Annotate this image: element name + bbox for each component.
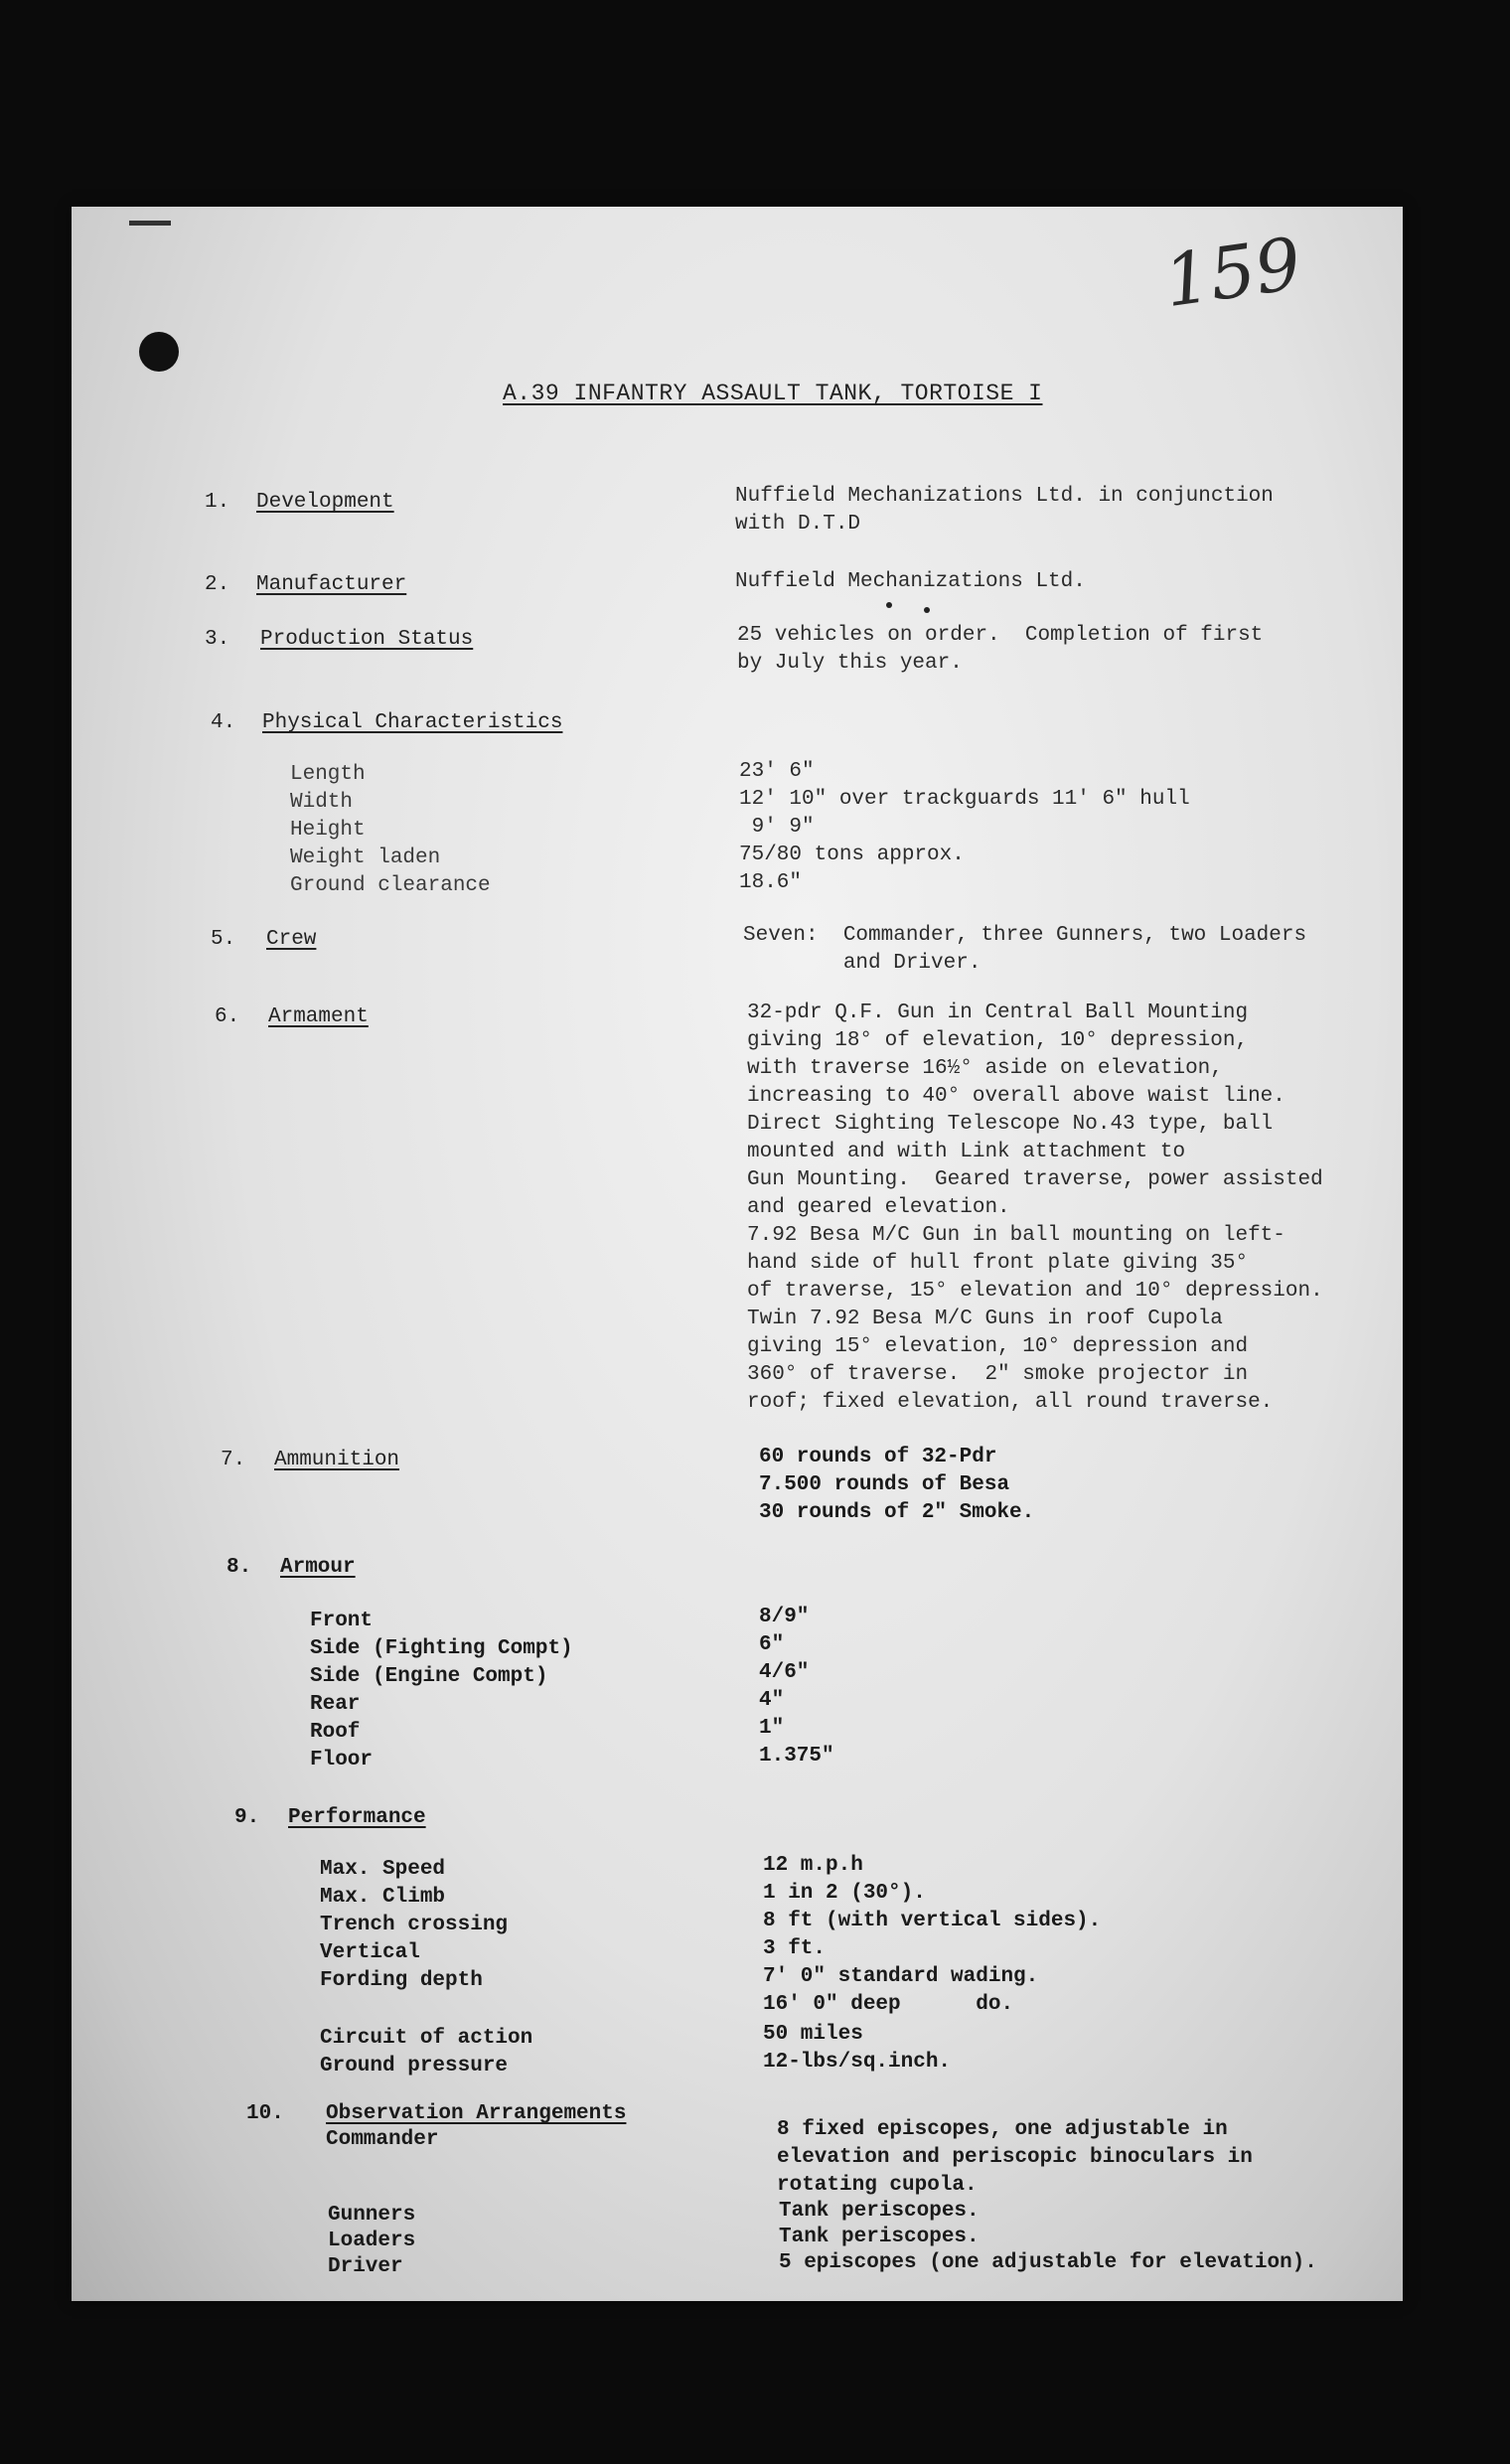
obs-label-gunners: Gunners xyxy=(328,2204,416,2227)
perf-label-ground-pressure: Ground pressure xyxy=(320,2055,509,2078)
section-heading-production: Production Status xyxy=(260,628,474,651)
obs-value-commander: 8 fixed episcopes, one adjustable in elevation and periscopic binoculars in rotating cupola. xyxy=(777,2118,1253,2197)
obs-value-driver: 5 episcopes (one adjustable for elevation). xyxy=(779,2251,1317,2274)
perf-label-max-climb: Max. Climb xyxy=(320,1886,446,1909)
armour-label-front: Front xyxy=(310,1610,374,1632)
armour-value-side-engine: 4/6" xyxy=(759,1661,810,1684)
section-heading-physical: Physical Characteristics xyxy=(262,711,563,734)
section-heading-performance: Performance xyxy=(288,1806,426,1829)
section-number: 1. xyxy=(205,491,230,514)
armour-value-floor: 1.375" xyxy=(759,1745,834,1768)
punch-hole xyxy=(139,332,179,372)
section-number: 3. xyxy=(205,628,230,651)
obs-label-driver: Driver xyxy=(328,2255,403,2278)
section-heading-armament: Armament xyxy=(268,1005,369,1028)
spec-label-length: Length xyxy=(290,763,366,786)
page-number: 159 xyxy=(1158,221,1306,324)
perf-value-fording: 7' 0" standard wading. 16' 0" deep do. xyxy=(763,1965,1039,2016)
armour-value-side-fighting: 6" xyxy=(759,1633,785,1656)
armour-label-floor: Floor xyxy=(310,1749,374,1771)
development-value: Nuffield Mechanizations Ltd. in conjunction with D.T.D xyxy=(735,485,1274,536)
document-page xyxy=(72,207,1403,2301)
armour-label-side-engine: Side (Engine Compt) xyxy=(310,1665,548,1688)
perf-value-vertical: 3 ft. xyxy=(763,1937,827,1960)
section-number: 10. xyxy=(246,2102,284,2125)
spec-label-weight: Weight laden xyxy=(290,847,441,869)
spec-label-height: Height xyxy=(290,819,366,842)
section-number: 2. xyxy=(205,573,230,596)
section-number: 5. xyxy=(211,928,236,951)
spec-label-ground-clearance: Ground clearance xyxy=(290,874,491,897)
ink-speck xyxy=(924,607,930,613)
armour-label-side-fighting: Side (Fighting Compt) xyxy=(310,1637,573,1660)
armament-value: 32-pdr Q.F. Gun in Central Ball Mounting giving 18° of elevation, 10° depression, with traverse 16½° aside on elevation, increasing to 40° overall above waist line. Direct Sighting Telescope No.43 type, ball mounted and with Link attachment to Gun Mounting. Geared traverse, power assisted and geared elevation. 7.92 Besa M/C Gun in ball mounting on left- hand side of hull front plate giving 35° of traverse, 15° elevation and 10° depression. Twin 7.92 Besa M/C Guns in roof Cupola giving 15° elevation, 10° depression and 360° of traverse. 2" smoke projector in roof; fixed elevation, all round traverse. xyxy=(747,1001,1323,1414)
armour-value-roof: 1" xyxy=(759,1717,785,1740)
section-heading-manufacturer: Manufacturer xyxy=(256,573,407,596)
section-number: 9. xyxy=(234,1806,260,1829)
spec-value-width: 12' 10" over trackguards 11' 6" hull xyxy=(739,788,1190,811)
ammunition-value: 60 rounds of 32-Pdr 7.500 rounds of Besa 30 rounds of 2" Smoke. xyxy=(759,1446,1035,1524)
section-heading-ammunition: Ammunition xyxy=(274,1449,400,1471)
spec-value-length: 23' 6" xyxy=(739,760,815,783)
spec-label-width: Width xyxy=(290,791,354,814)
perf-label-trench: Trench crossing xyxy=(320,1914,509,1936)
armour-label-roof: Roof xyxy=(310,1721,361,1744)
section-heading-armour: Armour xyxy=(280,1556,356,1579)
perf-value-max-speed: 12 m.p.h xyxy=(763,1854,863,1877)
section-number: 6. xyxy=(215,1005,240,1028)
section-number: 4. xyxy=(211,711,236,734)
section-number: 8. xyxy=(226,1556,252,1579)
perf-value-trench: 8 ft (with vertical sides). xyxy=(763,1910,1102,1932)
perf-label-vertical: Vertical xyxy=(320,1941,420,1964)
perf-value-circuit: 50 miles xyxy=(763,2023,863,2046)
spec-value-height: 9' 9" xyxy=(739,816,815,839)
ink-speck xyxy=(886,602,892,608)
section-heading-crew: Crew xyxy=(266,928,317,951)
obs-label-commander: Commander xyxy=(326,2128,439,2151)
armour-label-rear: Rear xyxy=(310,1693,361,1716)
armour-value-rear: 4" xyxy=(759,1689,785,1712)
perf-label-fording: Fording depth xyxy=(320,1969,483,1992)
production-value: 25 vehicles on order. Completion of first by July this year. xyxy=(737,624,1264,675)
document-title: A.39 INFANTRY ASSAULT TANK, TORTOISE I xyxy=(503,381,1043,406)
armour-value-front: 8/9" xyxy=(759,1606,810,1628)
obs-value-loaders: Tank periscopes. xyxy=(779,2226,980,2248)
spec-value-weight: 75/80 tons approx. xyxy=(739,844,965,866)
obs-value-gunners: Tank periscopes. xyxy=(779,2200,980,2223)
perf-value-ground-pressure: 12-lbs/sq.inch. xyxy=(763,2051,952,2074)
pen-mark xyxy=(129,221,171,226)
obs-label-loaders: Loaders xyxy=(328,2230,416,2252)
crew-value: Seven: Commander, three Gunners, two Loaders and Driver. xyxy=(743,924,1307,975)
manufacturer-value: Nuffield Mechanizations Ltd. xyxy=(735,570,1086,593)
perf-value-max-climb: 1 in 2 (30°). xyxy=(763,1882,926,1905)
section-heading-observation: Observation Arrangements xyxy=(326,2102,627,2125)
perf-label-max-speed: Max. Speed xyxy=(320,1858,446,1881)
section-heading-development: Development xyxy=(256,491,394,514)
spec-value-ground-clearance: 18.6" xyxy=(739,871,803,894)
section-number: 7. xyxy=(221,1449,246,1471)
perf-label-circuit: Circuit of action xyxy=(320,2027,533,2050)
